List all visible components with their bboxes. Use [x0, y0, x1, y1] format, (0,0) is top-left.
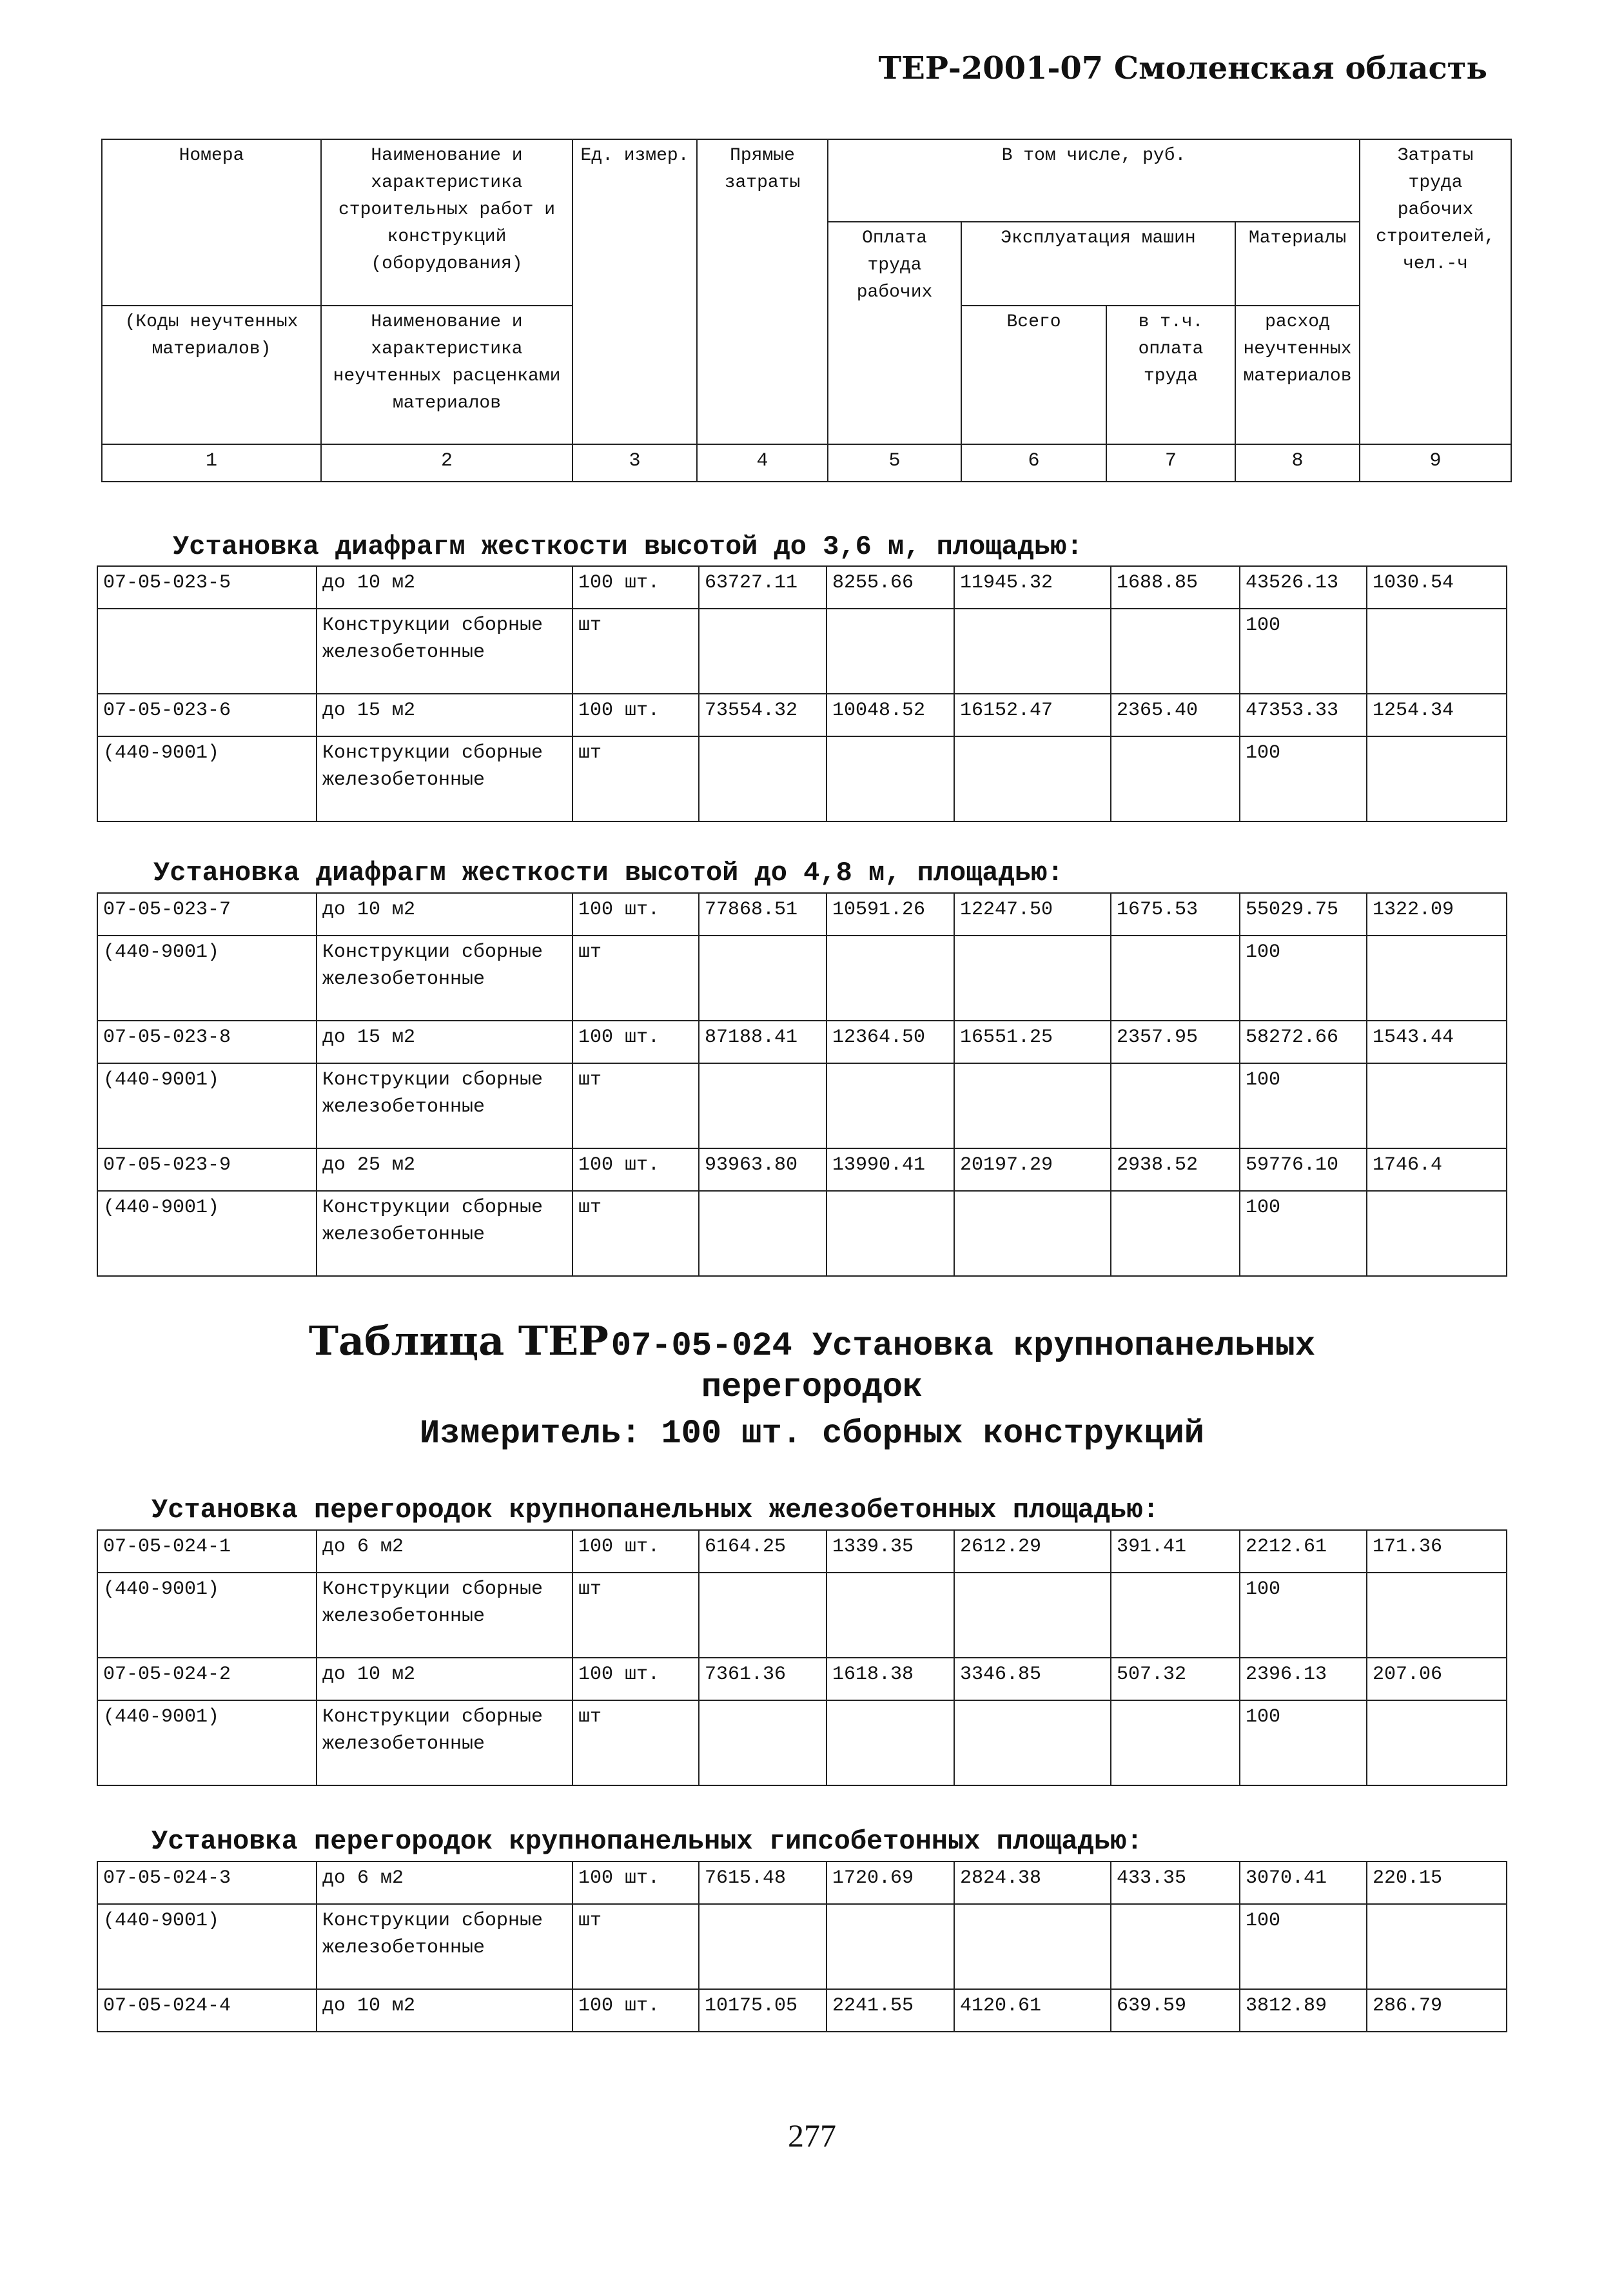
- unit-cell: шт: [572, 1063, 699, 1148]
- labor-pay-cell: 1720.69: [827, 1861, 954, 1904]
- section-title: Установка диафрагм жесткости высотой до 3,6 м, площадью:: [173, 531, 1083, 562]
- materials-cell: 2212.61: [1240, 1530, 1367, 1573]
- rate-code-cell: 07-05-023-7: [97, 893, 317, 936]
- work-name-cell: Конструкции сборные железобетонные: [317, 1700, 572, 1785]
- labor-hours-cell: [1367, 609, 1507, 694]
- labor-hours-cell: [1367, 1191, 1507, 1276]
- unit-cell: 100 шт.: [572, 1021, 699, 1063]
- rate-code-cell: (440-9001): [97, 1573, 317, 1658]
- section-rows: [97, 1530, 1507, 1785]
- machines-total-cell: [954, 1063, 1111, 1148]
- labor-hours-cell: 1543.44: [1367, 1021, 1507, 1063]
- labor-pay-cell: 2241.55: [827, 1989, 954, 2032]
- section-title: Установка диафрагм жесткости высотой до 4,8 м, площадью:: [153, 858, 1064, 889]
- materials-cell: 100: [1240, 1191, 1367, 1276]
- machine-labor-cell: 2938.52: [1111, 1148, 1240, 1191]
- direct-cost-cell: [699, 736, 827, 821]
- work-name-cell: до 10 м2: [317, 1989, 572, 2032]
- direct-cost-cell: 10175.05: [699, 1989, 827, 2032]
- rates-table: [97, 892, 1507, 1277]
- materials-cell: 43526.13: [1240, 566, 1367, 609]
- materials-cell: 47353.33: [1240, 694, 1367, 736]
- direct-cost-cell: [699, 1573, 827, 1658]
- material-row: [97, 1063, 1507, 1148]
- material-row: [97, 1700, 1507, 1785]
- material-row: [97, 1904, 1507, 1989]
- material-row: [97, 736, 1507, 821]
- header-number: Номера: [102, 139, 321, 306]
- machine-labor-cell: 1675.53: [1111, 893, 1240, 936]
- unit-cell: шт: [572, 736, 699, 821]
- column-number: 2: [321, 444, 572, 482]
- direct-cost-cell: 87188.41: [699, 1021, 827, 1063]
- machines-total-cell: 11945.32: [954, 566, 1111, 609]
- header-name: Наименование и характеристика строительных работ и конструкций (оборудования): [321, 139, 572, 306]
- work-name-cell: до 15 м2: [317, 1021, 572, 1063]
- rate-code-cell: (440-9001): [97, 736, 317, 821]
- unit-cell: шт: [572, 1191, 699, 1276]
- table-title-line1: 07-05-024 Установка крупнопанельных: [611, 1327, 1316, 1365]
- column-number: 4: [697, 444, 828, 482]
- unit-cell: шт: [572, 1573, 699, 1658]
- machine-labor-cell: 507.32: [1111, 1658, 1240, 1700]
- column-number: 7: [1106, 444, 1235, 482]
- machine-labor-cell: [1111, 1700, 1240, 1785]
- work-name-cell: до 10 м2: [317, 1658, 572, 1700]
- machines-total-cell: [954, 1191, 1111, 1276]
- column-number: 5: [828, 444, 961, 482]
- materials-cell: 2396.13: [1240, 1658, 1367, 1700]
- rate-row: [97, 1148, 1507, 1191]
- direct-cost-cell: 7615.48: [699, 1861, 827, 1904]
- labor-hours-cell: [1367, 1904, 1507, 1989]
- section-rows: [97, 566, 1507, 821]
- unit-cell: шт: [572, 1904, 699, 1989]
- labor-hours-cell: 171.36: [1367, 1530, 1507, 1573]
- machines-total-cell: [954, 736, 1111, 821]
- labor-hours-cell: [1367, 1063, 1507, 1148]
- machines-total-cell: 2612.29: [954, 1530, 1111, 1573]
- direct-cost-cell: 77868.51: [699, 893, 827, 936]
- rate-code-cell: 07-05-024-3: [97, 1861, 317, 1904]
- rates-table: [97, 1861, 1507, 2032]
- labor-pay-cell: 1618.38: [827, 1658, 954, 1700]
- table-title-prefix: Таблица ТЕР: [308, 1317, 609, 1364]
- material-row: [97, 1191, 1507, 1276]
- unit-cell: 100 шт.: [572, 1658, 699, 1700]
- section-rows: [97, 1861, 1507, 2032]
- labor-hours-cell: 1030.54: [1367, 566, 1507, 609]
- unit-cell: 100 шт.: [572, 1530, 699, 1573]
- machine-labor-cell: [1111, 609, 1240, 694]
- labor-pay-cell: 1339.35: [827, 1530, 954, 1573]
- rate-code-cell: (440-9001): [97, 1904, 317, 1989]
- unit-cell: 100 шт.: [572, 1989, 699, 2032]
- work-name-cell: Конструкции сборные железобетонные: [317, 609, 572, 694]
- work-name-cell: до 6 м2: [317, 1530, 572, 1573]
- column-number: 1: [102, 444, 321, 482]
- header-materials: Материалы: [1235, 222, 1360, 306]
- labor-pay-cell: [827, 936, 954, 1021]
- labor-hours-cell: 286.79: [1367, 1989, 1507, 2032]
- labor-hours-cell: 207.06: [1367, 1658, 1507, 1700]
- work-name-cell: до 6 м2: [317, 1861, 572, 1904]
- labor-pay-cell: [827, 1063, 954, 1148]
- labor-pay-cell: 10048.52: [827, 694, 954, 736]
- machines-total-cell: [954, 936, 1111, 1021]
- material-row: [97, 936, 1507, 1021]
- rate-code-cell: (440-9001): [97, 936, 317, 1021]
- machine-labor-cell: [1111, 936, 1240, 1021]
- materials-cell: 100: [1240, 1904, 1367, 1989]
- column-header-table: [101, 139, 1512, 482]
- header-labor-pay: Оплата труда рабочих: [828, 222, 961, 444]
- labor-pay-cell: [827, 1904, 954, 1989]
- machines-total-cell: 4120.61: [954, 1989, 1111, 2032]
- direct-cost-cell: 93963.80: [699, 1148, 827, 1191]
- labor-hours-cell: [1367, 736, 1507, 821]
- column-number: 6: [961, 444, 1106, 482]
- column-number: 3: [572, 444, 697, 482]
- rate-row: [97, 1861, 1507, 1904]
- labor-hours-cell: [1367, 1573, 1507, 1658]
- work-name-cell: Конструкции сборные железобетонные: [317, 736, 572, 821]
- materials-cell: 55029.75: [1240, 893, 1367, 936]
- direct-cost-cell: [699, 936, 827, 1021]
- rate-code-cell: [97, 609, 317, 694]
- labor-pay-cell: [827, 736, 954, 821]
- unit-cell: шт: [572, 1700, 699, 1785]
- machine-labor-cell: [1111, 1063, 1240, 1148]
- rate-code-cell: (440-9001): [97, 1063, 317, 1148]
- section-title: Установка перегородок крупнопанельных железобетонных площадью:: [152, 1495, 1159, 1526]
- machine-labor-cell: [1111, 736, 1240, 821]
- rate-code-cell: 07-05-024-1: [97, 1530, 317, 1573]
- rate-row: [97, 1989, 1507, 2032]
- labor-pay-cell: [827, 609, 954, 694]
- machine-labor-cell: [1111, 1904, 1240, 1989]
- page-number: 277: [788, 2117, 836, 2154]
- direct-cost-cell: [699, 1191, 827, 1276]
- materials-cell: 100: [1240, 1573, 1367, 1658]
- labor-pay-cell: 12364.50: [827, 1021, 954, 1063]
- direct-cost-cell: 63727.11: [699, 566, 827, 609]
- labor-hours-cell: [1367, 1700, 1507, 1785]
- materials-cell: 3070.41: [1240, 1861, 1367, 1904]
- rate-row: [97, 893, 1507, 936]
- materials-cell: 100: [1240, 736, 1367, 821]
- labor-pay-cell: [827, 1573, 954, 1658]
- work-name-cell: Конструкции сборные железобетонные: [317, 1904, 572, 1989]
- unit-cell: шт: [572, 936, 699, 1021]
- materials-cell: 100: [1240, 1063, 1367, 1148]
- header-machine-labor: в т.ч. оплата труда: [1106, 306, 1235, 444]
- machines-total-cell: [954, 1573, 1111, 1658]
- direct-cost-cell: [699, 1063, 827, 1148]
- machine-labor-cell: 2357.95: [1111, 1021, 1240, 1063]
- machines-total-cell: 2824.38: [954, 1861, 1111, 1904]
- work-name-cell: до 25 м2: [317, 1148, 572, 1191]
- machines-total-cell: [954, 1904, 1111, 1989]
- rate-code-cell: 07-05-023-6: [97, 694, 317, 736]
- work-name-cell: до 10 м2: [317, 893, 572, 936]
- work-name-cell: Конструкции сборные железобетонные: [317, 936, 572, 1021]
- machines-total-cell: 20197.29: [954, 1148, 1111, 1191]
- direct-cost-cell: [699, 1700, 827, 1785]
- header-unaccounted-materials: Наименование и характеристика неучтенных расценками материалов: [321, 306, 572, 444]
- material-row: [97, 1573, 1507, 1658]
- table-title-line2: перегородок: [701, 1368, 923, 1406]
- materials-cell: 3812.89: [1240, 1989, 1367, 2032]
- materials-cell: 59776.10: [1240, 1148, 1367, 1191]
- header-direct-cost: Прямые затраты: [697, 139, 828, 444]
- labor-pay-cell: 8255.66: [827, 566, 954, 609]
- section-title: Установка перегородок крупнопанельных гипсобетонных площадью:: [152, 1826, 1143, 1857]
- materials-cell: 100: [1240, 609, 1367, 694]
- labor-hours-cell: 1322.09: [1367, 893, 1507, 936]
- labor-hours-cell: 220.15: [1367, 1861, 1507, 1904]
- unit-cell: 100 шт.: [572, 1148, 699, 1191]
- direct-cost-cell: 73554.32: [699, 694, 827, 736]
- machine-labor-cell: 2365.40: [1111, 694, 1240, 736]
- header-labor-hours: Затраты труда рабочих строителей, чел.-ч: [1360, 139, 1511, 444]
- work-name-cell: Конструкции сборные железобетонные: [317, 1063, 572, 1148]
- table-measure-unit: Измеритель: 100 шт. сборных конструкций: [420, 1415, 1204, 1453]
- labor-hours-cell: 1254.34: [1367, 694, 1507, 736]
- labor-pay-cell: 10591.26: [827, 893, 954, 936]
- work-name-cell: до 15 м2: [317, 694, 572, 736]
- work-name-cell: Конструкции сборные железобетонные: [317, 1573, 572, 1658]
- unit-cell: 100 шт.: [572, 566, 699, 609]
- rate-code-cell: 07-05-024-2: [97, 1658, 317, 1700]
- header-machines-total: Всего: [961, 306, 1106, 444]
- machine-labor-cell: 433.35: [1111, 1861, 1240, 1904]
- rates-table: [97, 1529, 1507, 1786]
- machines-total-cell: 3346.85: [954, 1658, 1111, 1700]
- machine-labor-cell: 1688.85: [1111, 566, 1240, 609]
- rate-row: [97, 1658, 1507, 1700]
- rate-row: [97, 1530, 1507, 1573]
- unit-cell: шт: [572, 609, 699, 694]
- labor-pay-cell: [827, 1191, 954, 1276]
- machines-total-cell: 16551.25: [954, 1021, 1111, 1063]
- labor-hours-cell: [1367, 936, 1507, 1021]
- direct-cost-cell: 7361.36: [699, 1658, 827, 1700]
- rate-code-cell: (440-9001): [97, 1700, 317, 1785]
- materials-cell: 58272.66: [1240, 1021, 1367, 1063]
- header-machines: Эксплуатация машин: [961, 222, 1235, 306]
- direct-cost-cell: [699, 1904, 827, 1989]
- unit-cell: 100 шт.: [572, 694, 699, 736]
- rate-row: [97, 1021, 1507, 1063]
- machine-labor-cell: [1111, 1573, 1240, 1658]
- rate-code-cell: 07-05-024-4: [97, 1989, 317, 2032]
- page-header: ТЕР-2001-07 Смоленская область: [878, 50, 1487, 86]
- machines-total-cell: 12247.50: [954, 893, 1111, 936]
- labor-hours-cell: 1746.4: [1367, 1148, 1507, 1191]
- work-name-cell: до 10 м2: [317, 566, 572, 609]
- labor-pay-cell: 13990.41: [827, 1148, 954, 1191]
- machines-total-cell: [954, 1700, 1111, 1785]
- header-material-consumption: расход неучтенных материалов: [1235, 306, 1360, 444]
- rate-code-cell: 07-05-023-9: [97, 1148, 317, 1191]
- direct-cost-cell: [699, 609, 827, 694]
- machine-labor-cell: 391.41: [1111, 1530, 1240, 1573]
- rate-row: [97, 566, 1507, 609]
- material-row: [97, 609, 1507, 694]
- machine-labor-cell: [1111, 1191, 1240, 1276]
- machines-total-cell: [954, 609, 1111, 694]
- rate-row: [97, 694, 1507, 736]
- unit-cell: 100 шт.: [572, 893, 699, 936]
- rates-table: [97, 565, 1507, 822]
- labor-pay-cell: [827, 1700, 954, 1785]
- materials-cell: 100: [1240, 936, 1367, 1021]
- rate-code-cell: (440-9001): [97, 1191, 317, 1276]
- section-rows: [97, 893, 1507, 1276]
- direct-cost-cell: 6164.25: [699, 1530, 827, 1573]
- machine-labor-cell: 639.59: [1111, 1989, 1240, 2032]
- column-number: 8: [1235, 444, 1360, 482]
- unit-cell: 100 шт.: [572, 1861, 699, 1904]
- work-name-cell: Конструкции сборные железобетонные: [317, 1191, 572, 1276]
- rate-code-cell: 07-05-023-8: [97, 1021, 317, 1063]
- rate-code-cell: 07-05-023-5: [97, 566, 317, 609]
- materials-cell: 100: [1240, 1700, 1367, 1785]
- header-material-codes: (Коды неучтенных материалов): [102, 306, 321, 444]
- column-number: 9: [1360, 444, 1511, 482]
- header-unit: Ед. измер.: [572, 139, 697, 444]
- header-including: В том числе, руб.: [828, 139, 1360, 222]
- machines-total-cell: 16152.47: [954, 694, 1111, 736]
